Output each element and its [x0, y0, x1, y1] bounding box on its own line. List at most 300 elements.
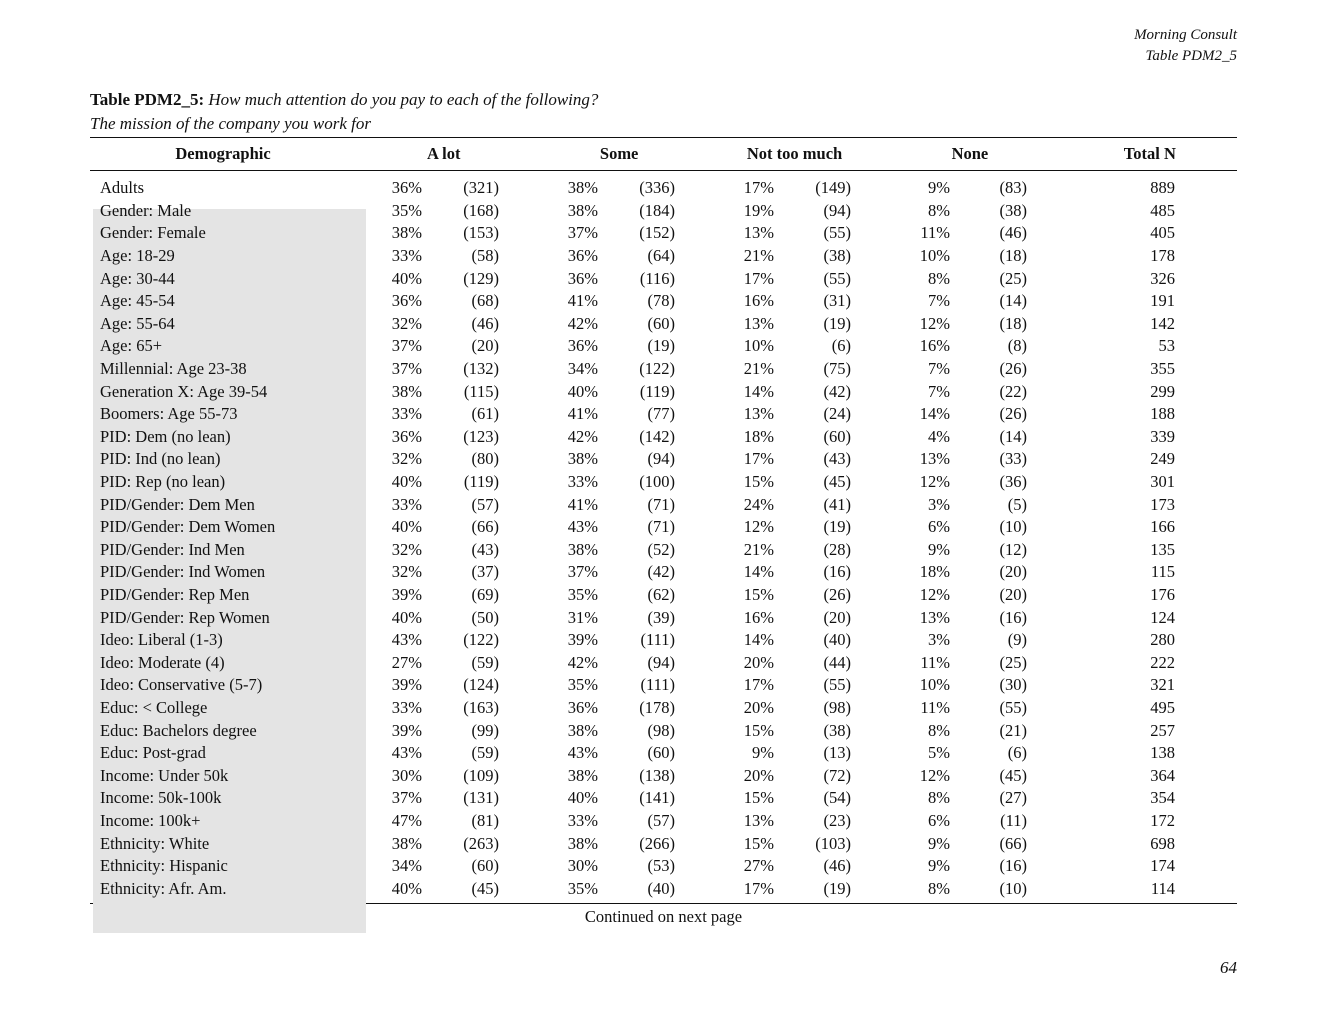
- not-too-much-count: (98): [823, 697, 851, 717]
- not-too-much-count: (38): [823, 246, 851, 266]
- a-lot-pct: 38%: [391, 381, 422, 401]
- a-lot-count: (123): [463, 426, 499, 446]
- not-too-much-count: (44): [823, 652, 851, 672]
- table-row: [90, 335, 1237, 358]
- total-n-value: 405: [1150, 223, 1175, 243]
- a-lot-pct: 37%: [391, 788, 422, 808]
- not-too-much-count: (55): [823, 675, 851, 695]
- some-pct: 38%: [567, 200, 598, 220]
- some-count: (71): [647, 517, 675, 537]
- none-pct: 18%: [919, 562, 950, 582]
- a-lot-pct: 40%: [391, 878, 422, 898]
- a-lot-pct: 39%: [391, 675, 422, 695]
- some-count: (71): [647, 494, 675, 514]
- some-count: (122): [639, 359, 675, 379]
- a-lot-pct: 39%: [391, 584, 422, 604]
- some-pct: 42%: [567, 313, 598, 333]
- a-lot-pct: 40%: [391, 268, 422, 288]
- a-lot-pct: 34%: [391, 856, 422, 876]
- a-lot-count: (132): [463, 359, 499, 379]
- some-count: (52): [647, 539, 675, 559]
- a-lot-count: (99): [471, 720, 499, 740]
- demographic-label: Generation X: Age 39-54: [100, 381, 268, 401]
- none-count: (18): [999, 246, 1027, 266]
- some-pct: 36%: [567, 336, 598, 356]
- none-pct: 6%: [928, 810, 950, 830]
- none-pct: 13%: [919, 607, 950, 627]
- not-too-much-pct: 16%: [743, 291, 774, 311]
- a-lot-pct: 35%: [391, 200, 422, 220]
- some-pct: 35%: [567, 878, 598, 898]
- header-not-too-much: Not too much: [746, 144, 843, 163]
- crosstab-table: [90, 137, 1237, 927]
- not-too-much-count: (41): [823, 494, 851, 514]
- none-count: (21): [999, 720, 1027, 740]
- a-lot-count: (37): [471, 562, 499, 582]
- a-lot-count: (115): [463, 381, 499, 401]
- a-lot-pct: 40%: [391, 517, 422, 537]
- some-pct: 38%: [567, 720, 598, 740]
- demographic-label: Age: 55-64: [100, 313, 175, 333]
- none-pct: 8%: [928, 268, 950, 288]
- table-row: [90, 810, 1237, 833]
- total-n-value: 166: [1150, 517, 1175, 537]
- some-pct: 37%: [567, 223, 598, 243]
- demographic-label: PID/Gender: Dem Men: [100, 494, 255, 514]
- a-lot-count: (263): [463, 833, 499, 853]
- demographic-label: Ethnicity: Afr. Am.: [100, 878, 227, 898]
- a-lot-pct: 39%: [391, 720, 422, 740]
- demographic-label: PID/Gender: Ind Men: [100, 539, 245, 559]
- demographic-label: PID: Rep (no lean): [100, 472, 226, 492]
- not-too-much-pct: 21%: [743, 359, 774, 379]
- not-too-much-pct: 15%: [743, 584, 774, 604]
- not-too-much-pct: 13%: [743, 313, 774, 333]
- table-row: [90, 832, 1237, 855]
- demographic-label: Millennial: Age 23-38: [100, 359, 247, 379]
- not-too-much-pct: 15%: [743, 788, 774, 808]
- continued-note: Continued on next page: [584, 907, 743, 926]
- not-too-much-count: (19): [823, 517, 851, 537]
- not-too-much-count: (38): [823, 720, 851, 740]
- table-row: [90, 539, 1237, 562]
- not-too-much-count: (31): [823, 291, 851, 311]
- none-pct: 8%: [928, 878, 950, 898]
- none-count: (27): [999, 788, 1027, 808]
- some-count: (62): [647, 584, 675, 604]
- not-too-much-pct: 27%: [743, 856, 774, 876]
- none-pct: 11%: [920, 652, 950, 672]
- not-too-much-count: (23): [823, 810, 851, 830]
- a-lot-count: (131): [463, 788, 499, 808]
- header-table-id: Table PDM2_5: [1145, 48, 1237, 64]
- not-too-much-pct: 17%: [743, 675, 774, 695]
- a-lot-count: (45): [471, 878, 499, 898]
- none-pct: 3%: [928, 630, 950, 650]
- some-count: (19): [647, 336, 675, 356]
- none-count: (26): [999, 359, 1027, 379]
- none-count: (16): [999, 856, 1027, 876]
- table-row: [90, 267, 1237, 290]
- some-pct: 38%: [567, 833, 598, 853]
- table-row: [90, 380, 1237, 403]
- table-row: [90, 200, 1237, 223]
- none-pct: 9%: [928, 856, 950, 876]
- none-count: (12): [999, 539, 1027, 559]
- not-too-much-count: (55): [823, 223, 851, 243]
- demographic-label: Ideo: Liberal (1-3): [100, 630, 223, 650]
- none-count: (10): [999, 878, 1027, 898]
- some-pct: 41%: [567, 494, 598, 514]
- table-row: [90, 290, 1237, 313]
- some-count: (184): [639, 200, 675, 220]
- not-too-much-pct: 15%: [743, 833, 774, 853]
- total-n-value: 114: [1150, 878, 1175, 898]
- none-pct: 12%: [919, 765, 950, 785]
- demographic-label: PID: Dem (no lean): [100, 426, 231, 446]
- not-too-much-pct: 19%: [743, 200, 774, 220]
- table-row: [90, 403, 1237, 426]
- some-pct: 36%: [567, 268, 598, 288]
- none-count: (26): [999, 404, 1027, 424]
- demographic-label: Educ: Bachelors degree: [100, 720, 257, 740]
- a-lot-pct: 27%: [391, 652, 422, 672]
- not-too-much-pct: 9%: [752, 743, 774, 763]
- some-pct: 39%: [567, 630, 598, 650]
- not-too-much-count: (75): [823, 359, 851, 379]
- a-lot-count: (59): [471, 652, 499, 672]
- table-row: [90, 742, 1237, 765]
- none-count: (14): [999, 426, 1027, 446]
- a-lot-count: (153): [463, 223, 499, 243]
- not-too-much-count: (55): [823, 268, 851, 288]
- table-row: [90, 764, 1237, 787]
- table-row: [90, 877, 1237, 900]
- some-count: (100): [639, 472, 675, 492]
- a-lot-pct: 37%: [391, 359, 422, 379]
- header-a-lot: A lot: [427, 144, 461, 163]
- a-lot-count: (124): [463, 675, 499, 695]
- a-lot-count: (129): [463, 268, 499, 288]
- page-header: [1134, 25, 1237, 67]
- demographic-label: Adults: [100, 178, 145, 198]
- total-n-value: 124: [1150, 607, 1175, 627]
- none-pct: 7%: [928, 381, 950, 401]
- a-lot-count: (80): [471, 449, 499, 469]
- some-count: (119): [639, 381, 675, 401]
- some-count: (141): [639, 788, 675, 808]
- some-pct: 43%: [567, 743, 598, 763]
- a-lot-count: (66): [471, 517, 499, 537]
- total-n-value: 53: [1158, 336, 1175, 356]
- not-too-much-pct: 15%: [743, 720, 774, 740]
- some-pct: 36%: [567, 697, 598, 717]
- total-n-value: 301: [1150, 472, 1175, 492]
- table-body: [90, 171, 1237, 903]
- a-lot-pct: 40%: [391, 472, 422, 492]
- not-too-much-pct: 13%: [743, 223, 774, 243]
- total-n-value: 339: [1150, 426, 1175, 446]
- demographic-label: Educ: Post-grad: [100, 743, 206, 763]
- table-row: [90, 629, 1237, 652]
- total-n-value: 142: [1150, 313, 1175, 333]
- org-name: Morning Consult: [1134, 27, 1237, 43]
- table-row: [90, 606, 1237, 629]
- some-count: (78): [647, 291, 675, 311]
- caption-label: Table PDM2_5:: [90, 90, 205, 109]
- none-pct: 13%: [919, 449, 950, 469]
- a-lot-pct: 37%: [391, 336, 422, 356]
- none-pct: 6%: [928, 517, 950, 537]
- not-too-much-count: (13): [823, 743, 851, 763]
- not-too-much-count: (20): [823, 607, 851, 627]
- total-n-value: 495: [1150, 697, 1175, 717]
- some-count: (64): [647, 246, 675, 266]
- total-n-value: 173: [1150, 494, 1175, 514]
- not-too-much-count: (24): [823, 404, 851, 424]
- a-lot-count: (163): [463, 697, 499, 717]
- table-row: [90, 426, 1237, 449]
- none-pct: 12%: [919, 472, 950, 492]
- table-row: [90, 245, 1237, 268]
- demographic-label: Boomers: Age 55-73: [100, 404, 238, 424]
- some-count: (57): [647, 810, 675, 830]
- none-pct: 7%: [928, 359, 950, 379]
- none-pct: 14%: [919, 404, 950, 424]
- not-too-much-pct: 14%: [743, 630, 774, 650]
- table-row: [90, 313, 1237, 336]
- demographic-label: Ethnicity: Hispanic: [100, 856, 228, 876]
- none-pct: 12%: [919, 584, 950, 604]
- total-n-value: 364: [1150, 765, 1175, 785]
- some-count: (40): [647, 878, 675, 898]
- a-lot-pct: 43%: [391, 743, 422, 763]
- not-too-much-pct: 21%: [743, 246, 774, 266]
- demographic-label: Ideo: Conservative (5-7): [100, 675, 263, 695]
- not-too-much-count: (26): [823, 584, 851, 604]
- table-row: [90, 493, 1237, 516]
- none-count: (16): [999, 607, 1027, 627]
- a-lot-pct: 30%: [391, 765, 422, 785]
- not-too-much-pct: 10%: [743, 336, 774, 356]
- table-row: [90, 584, 1237, 607]
- none-pct: 8%: [928, 200, 950, 220]
- none-count: (36): [999, 472, 1027, 492]
- not-too-much-count: (40): [823, 630, 851, 650]
- table-row: [90, 177, 1237, 200]
- none-pct: 7%: [928, 291, 950, 311]
- table-row: [90, 448, 1237, 471]
- a-lot-pct: 47%: [391, 810, 422, 830]
- demographic-label: Income: 50k-100k: [100, 788, 222, 808]
- a-lot-count: (43): [471, 539, 499, 559]
- a-lot-count: (61): [471, 404, 499, 424]
- total-n-value: 354: [1150, 788, 1175, 808]
- not-too-much-count: (46): [823, 856, 851, 876]
- some-count: (266): [639, 833, 675, 853]
- none-count: (8): [1007, 336, 1027, 356]
- not-too-much-count: (45): [823, 472, 851, 492]
- none-pct: 10%: [919, 246, 950, 266]
- total-n-value: 326: [1150, 268, 1175, 288]
- table-header-row: [90, 138, 1237, 170]
- some-pct: 41%: [567, 404, 598, 424]
- not-too-much-count: (103): [815, 833, 851, 853]
- none-pct: 9%: [928, 539, 950, 559]
- demographic-label: PID/Gender: Dem Women: [100, 517, 276, 537]
- none-count: (10): [999, 517, 1027, 537]
- a-lot-count: (69): [471, 584, 499, 604]
- none-count: (9): [1007, 630, 1027, 650]
- none-pct: 9%: [928, 833, 950, 853]
- not-too-much-pct: 15%: [743, 472, 774, 492]
- table-row: [90, 787, 1237, 810]
- table-row: [90, 697, 1237, 720]
- none-count: (14): [999, 291, 1027, 311]
- not-too-much-count: (28): [823, 539, 851, 559]
- table-row: [90, 471, 1237, 494]
- some-pct: 41%: [567, 291, 598, 311]
- none-count: (46): [999, 223, 1027, 243]
- a-lot-count: (58): [471, 246, 499, 266]
- demographic-label: Gender: Female: [100, 223, 206, 243]
- none-pct: 11%: [920, 223, 950, 243]
- not-too-much-pct: 14%: [743, 562, 774, 582]
- some-count: (60): [647, 313, 675, 333]
- not-too-much-pct: 13%: [743, 404, 774, 424]
- none-count: (20): [999, 562, 1027, 582]
- a-lot-pct: 36%: [391, 426, 422, 446]
- not-too-much-pct: 13%: [743, 810, 774, 830]
- a-lot-pct: 33%: [391, 404, 422, 424]
- a-lot-count: (68): [471, 291, 499, 311]
- not-too-much-pct: 20%: [743, 765, 774, 785]
- total-n-value: 191: [1150, 291, 1175, 311]
- some-pct: 35%: [567, 675, 598, 695]
- some-pct: 38%: [567, 765, 598, 785]
- none-count: (11): [1000, 810, 1027, 830]
- demographic-label: Gender: Male: [100, 200, 192, 220]
- none-pct: 5%: [928, 743, 950, 763]
- some-count: (336): [639, 178, 675, 198]
- not-too-much-count: (94): [823, 200, 851, 220]
- none-pct: 8%: [928, 788, 950, 808]
- not-too-much-count: (149): [815, 178, 851, 198]
- a-lot-pct: 33%: [391, 246, 422, 266]
- demographic-label: PID/Gender: Rep Women: [100, 607, 270, 627]
- demographic-label: PID/Gender: Rep Men: [100, 584, 250, 604]
- total-n-value: 115: [1150, 562, 1175, 582]
- not-too-much-count: (6): [831, 336, 851, 356]
- total-n-value: 138: [1150, 743, 1175, 763]
- none-pct: 10%: [919, 675, 950, 695]
- some-pct: 30%: [567, 856, 598, 876]
- not-too-much-count: (19): [823, 878, 851, 898]
- some-pct: 40%: [567, 788, 598, 808]
- demographic-label: Age: 30-44: [100, 268, 175, 288]
- demographic-label: Ethnicity: White: [100, 833, 210, 853]
- total-n-value: 321: [1150, 675, 1175, 695]
- a-lot-count: (59): [471, 743, 499, 763]
- some-count: (111): [640, 675, 675, 695]
- none-count: (6): [1007, 743, 1027, 763]
- total-n-value: 889: [1150, 178, 1175, 198]
- none-pct: 16%: [919, 336, 950, 356]
- some-pct: 42%: [567, 426, 598, 446]
- a-lot-pct: 36%: [391, 178, 422, 198]
- total-n-value: 174: [1150, 856, 1175, 876]
- table-row: [90, 561, 1237, 584]
- total-n-value: 299: [1150, 381, 1175, 401]
- total-n-value: 355: [1150, 359, 1175, 379]
- a-lot-pct: 43%: [391, 630, 422, 650]
- none-count: (38): [999, 200, 1027, 220]
- not-too-much-pct: 17%: [743, 449, 774, 469]
- some-count: (142): [639, 426, 675, 446]
- table-row: [90, 651, 1237, 674]
- total-n-value: 135: [1150, 539, 1175, 559]
- not-too-much-pct: 14%: [743, 381, 774, 401]
- total-n-value: 178: [1150, 246, 1175, 266]
- not-too-much-pct: 16%: [743, 607, 774, 627]
- some-count: (178): [639, 697, 675, 717]
- a-lot-pct: 38%: [391, 223, 422, 243]
- some-pct: 33%: [567, 472, 598, 492]
- none-count: (18): [999, 313, 1027, 333]
- a-lot-count: (50): [471, 607, 499, 627]
- a-lot-count: (109): [463, 765, 499, 785]
- some-pct: 31%: [567, 607, 598, 627]
- a-lot-count: (168): [463, 200, 499, 220]
- total-n-value: 485: [1150, 200, 1175, 220]
- total-n-value: 249: [1150, 449, 1175, 469]
- none-count: (5): [1007, 494, 1027, 514]
- some-count: (94): [647, 652, 675, 672]
- none-count: (25): [999, 652, 1027, 672]
- some-pct: 38%: [567, 539, 598, 559]
- some-count: (39): [647, 607, 675, 627]
- none-count: (25): [999, 268, 1027, 288]
- not-too-much-pct: 20%: [743, 697, 774, 717]
- a-lot-pct: 33%: [391, 697, 422, 717]
- not-too-much-pct: 17%: [743, 268, 774, 288]
- some-pct: 36%: [567, 246, 598, 266]
- none-count: (33): [999, 449, 1027, 469]
- total-n-value: 188: [1150, 404, 1175, 424]
- some-count: (53): [647, 856, 675, 876]
- some-count: (152): [639, 223, 675, 243]
- header-total-n: Total N: [1123, 144, 1176, 163]
- demographic-label: Income: Under 50k: [100, 765, 229, 785]
- a-lot-pct: 32%: [391, 562, 422, 582]
- none-pct: 3%: [928, 494, 950, 514]
- header-demographic: Demographic: [175, 144, 271, 163]
- table-row: [90, 855, 1237, 878]
- total-n-value: 222: [1150, 652, 1175, 672]
- not-too-much-pct: 12%: [743, 517, 774, 537]
- none-pct: 8%: [928, 720, 950, 740]
- some-pct: 33%: [567, 810, 598, 830]
- demographic-label: PID/Gender: Ind Women: [100, 562, 266, 582]
- a-lot-pct: 32%: [391, 539, 422, 559]
- demographic-label: Ideo: Moderate (4): [100, 652, 225, 672]
- page-number: 64: [1220, 958, 1237, 977]
- not-too-much-count: (43): [823, 449, 851, 469]
- not-too-much-pct: 18%: [743, 426, 774, 446]
- some-count: (94): [647, 449, 675, 469]
- a-lot-count: (46): [471, 313, 499, 333]
- a-lot-pct: 32%: [391, 313, 422, 333]
